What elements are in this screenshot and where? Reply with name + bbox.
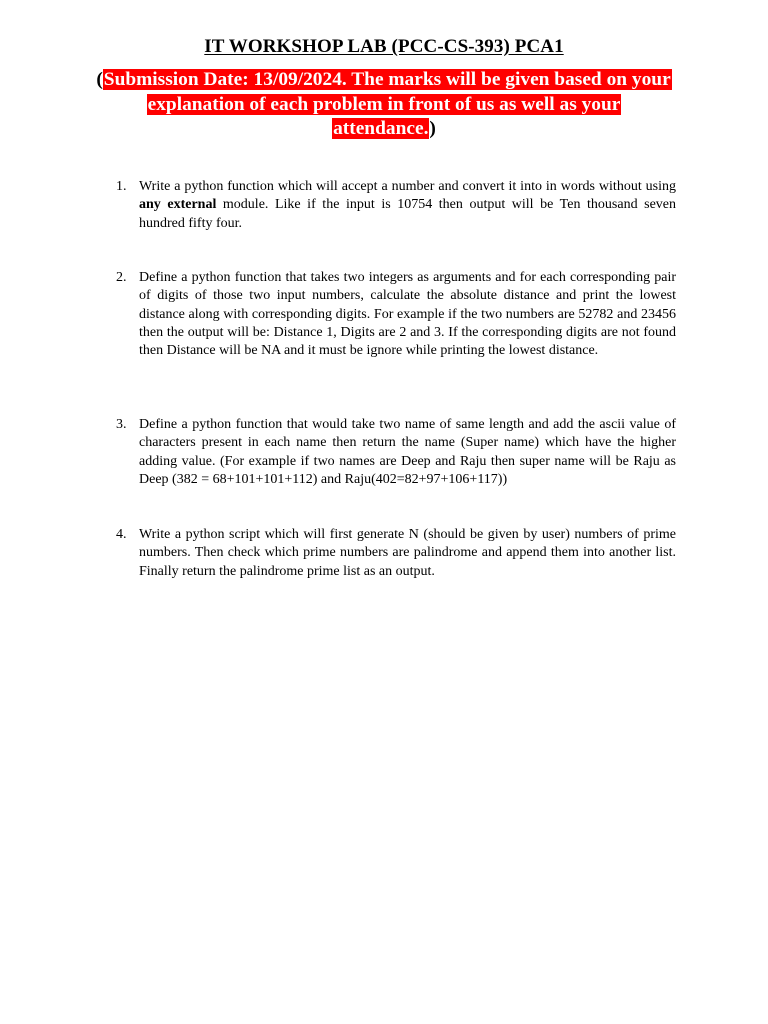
question-text: Define a python function that would take two name of same length and add the ascii value of characters present in each name then return the name (Super name) which have the higher adding value. (For example if two names are Deep and Raju then super name will be Raju as Deep (382 = 68+101+101+112) and Raju(402=82+97+106+117))	[139, 417, 676, 487]
question-3	[116, 416, 676, 489]
notice-highlighted-text: Submission Date: 13/09/2024. The marks will be given based on your explanation of each problem in front of us as well as your attendance.	[103, 69, 671, 139]
question-text-part: module. Like if the input is 10754 then output will be Ten thousand seven hundred fifty four.	[139, 197, 677, 231]
question-text: Write a python script which will first generate N (should be given by user) numbers of prime numbers. Then check which prime numbers are palindrome and append them into another list. Finally return the palindrome prime list as an output.	[139, 527, 676, 579]
question-number: 3.	[116, 417, 127, 432]
question-bold-text: any external	[139, 197, 217, 213]
page-title: IT WORKSHOP LAB (PCC-CS-393) PCA1	[204, 36, 564, 57]
question-text-part: Write a python function which will accept a number and convert it into in words without using	[139, 179, 676, 194]
question-text	[139, 178, 676, 233]
submission-notice	[96, 68, 672, 142]
question-number: 4.	[116, 527, 127, 542]
question-text: Define a python function that takes two integers as arguments and for each corresponding pair of digits of those two input numbers, calculate the absolute distance and print the lowest distance along with corresponding digits. For example if the two numbers are 52782 and 23456 then the output will be: Distance 1, Digits are 2 and 3. If the corresponding digits are not found then Distance will be NA and it must be ignore while printing the lowest distance.	[139, 270, 676, 359]
question-4	[116, 526, 676, 581]
notice-close-paren: )	[429, 118, 436, 139]
notice-open-paren: (	[96, 69, 103, 90]
question-1	[116, 178, 676, 233]
question-number: 2.	[116, 270, 127, 285]
question-number: 1.	[116, 179, 127, 194]
question-2	[116, 269, 676, 360]
